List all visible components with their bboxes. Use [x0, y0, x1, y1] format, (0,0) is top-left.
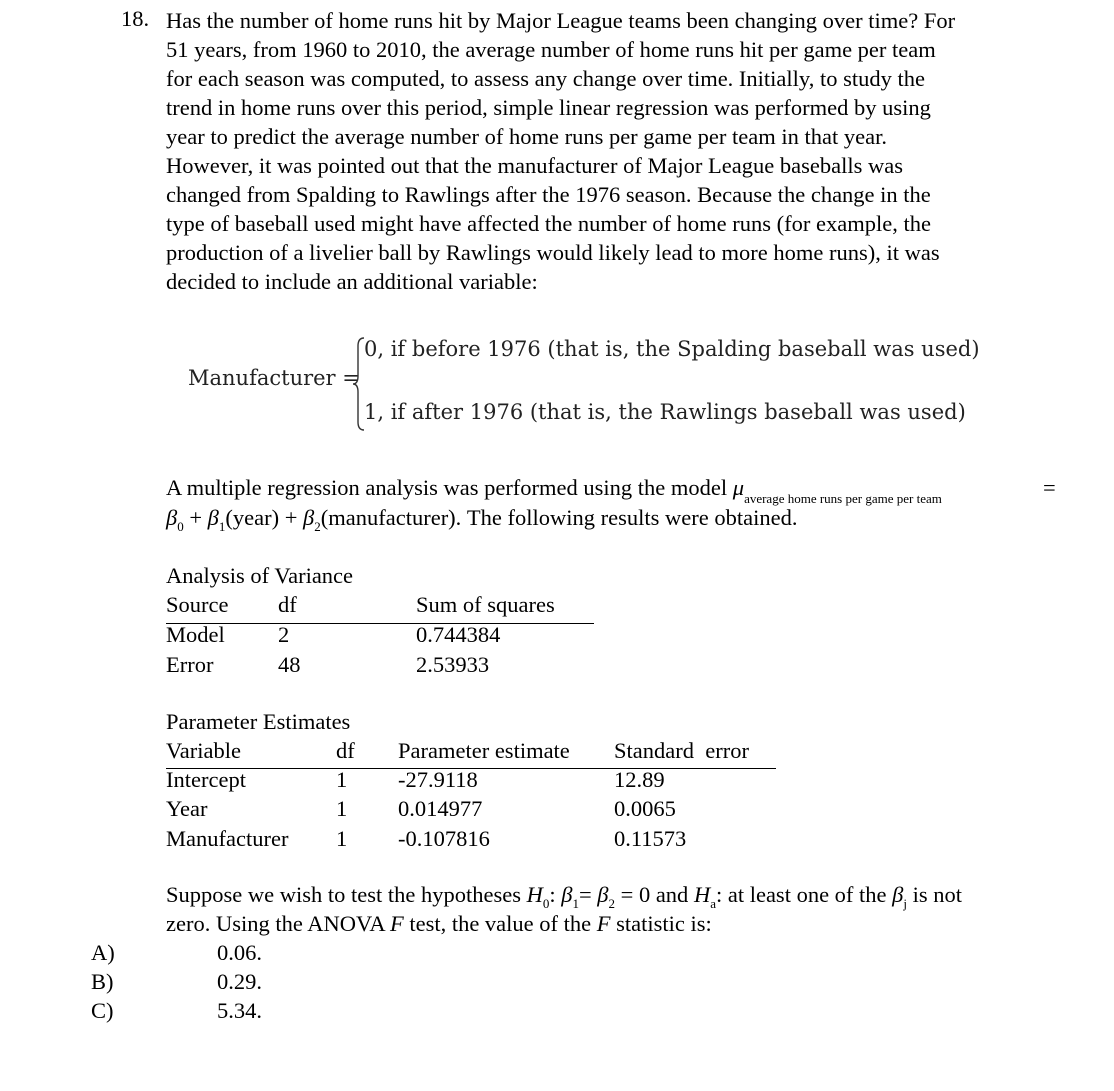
question-line: type of baseball used might have affected the number of home runs (for example, the	[166, 211, 931, 236]
option-letter-a: A)	[91, 940, 115, 965]
question-line: changed from Spalding to Rawlings after the 1976 season. Because the change in the	[166, 182, 931, 207]
anova-cell-ss: 2.53933	[416, 652, 490, 677]
params-cell-df: 1	[336, 826, 348, 851]
question-line: year to predict the average number of home runs per game per team in that year.	[166, 124, 887, 149]
anova-header-ss: Sum of squares	[416, 592, 555, 617]
hypothesis-line-1: Suppose we wish to test the hypotheses $H_0$: $\beta_1= \beta_2 = 0$ and $H_a$: at least one of the $\beta_j$ is not	[166, 882, 963, 911]
params-header-variable: Variable	[166, 738, 241, 763]
params-cell-estimate: -27.9118	[398, 767, 478, 792]
question-line: trend in home runs over this period, simple linear regression was performed by using	[166, 95, 931, 120]
params-header-estimate: Parameter estimate	[398, 738, 570, 763]
mu-symbol: μ	[732, 475, 745, 500]
model-statement	[166, 475, 942, 506]
anova-header-df: df	[278, 592, 297, 617]
anova-header-rule	[166, 623, 594, 624]
anova-cell-ss: 0.744384	[416, 622, 501, 647]
question-line: decided to include an additional variable:	[166, 269, 538, 294]
params-cell-estimate: -0.107816	[398, 826, 490, 851]
question-text	[166, 6, 1066, 296]
question-line: Has the number of home runs hit by Major League teams been changing over time? For	[166, 8, 956, 33]
manufacturer-case-1: 1, if after 1976 (that is, the Rawlings baseball was used)	[364, 400, 966, 424]
anova-title: Analysis of Variance	[166, 563, 354, 588]
question-line: production of a livelier ball by Rawlings would likely lead to more home runs), it was	[166, 240, 940, 265]
manufacturer-label: Manufacturer =	[188, 366, 360, 390]
option-text-c[interactable]: 5.34.	[217, 998, 262, 1023]
params-title: Parameter Estimates	[166, 709, 351, 734]
mu-subscript: average home runs per game per team	[744, 491, 942, 506]
params-cell-variable: Manufacturer	[166, 826, 289, 851]
option-letter-c: C)	[91, 998, 114, 1023]
question-number: 18.	[121, 6, 150, 31]
params-cell-estimate: 0.014977	[398, 796, 483, 821]
option-text-a[interactable]: 0.06.	[217, 940, 262, 965]
model-equation: $\beta_0$ + $\beta_1(year)$ + $\beta_2(manufacturer)$. The following results were obtained.	[166, 505, 798, 534]
option-letter-b: B)	[91, 969, 114, 994]
question-line: 51 years, from 1960 to 2010, the average number of home runs hit per game per team	[166, 37, 936, 62]
params-cell-se: 0.0065	[614, 796, 676, 821]
model-equals: =	[1043, 475, 1056, 500]
params-cell-se: 0.11573	[614, 826, 687, 851]
anova-cell-source: Model	[166, 622, 225, 647]
params-cell-variable: Intercept	[166, 767, 246, 792]
hypothesis-line-2: zero. Using the ANOVA F test, the value of the F statistic is:	[166, 911, 712, 936]
params-cell-variable: Year	[166, 796, 208, 821]
anova-cell-df: 2	[278, 622, 290, 647]
question-line: However, it was pointed out that the manufacturer of Major League baseballs was	[166, 153, 903, 178]
manufacturer-case-0: 0, if before 1976 (that is, the Spalding baseball was used)	[364, 337, 980, 361]
anova-header-source: Source	[166, 592, 229, 617]
question-line: for each season was computed, to assess any change over time. Initially, to study the	[166, 66, 925, 91]
anova-cell-source: Error	[166, 652, 214, 677]
params-cell-df: 1	[336, 767, 348, 792]
anova-cell-df: 48	[278, 652, 301, 677]
params-cell-se: 12.89	[614, 767, 665, 792]
params-header-se: Standard error	[614, 738, 749, 763]
params-header-df: df	[336, 738, 355, 763]
option-text-b[interactable]: 0.29.	[217, 969, 262, 994]
params-cell-df: 1	[336, 796, 348, 821]
model-intro: A multiple regression analysis was performed using the model	[166, 475, 728, 500]
